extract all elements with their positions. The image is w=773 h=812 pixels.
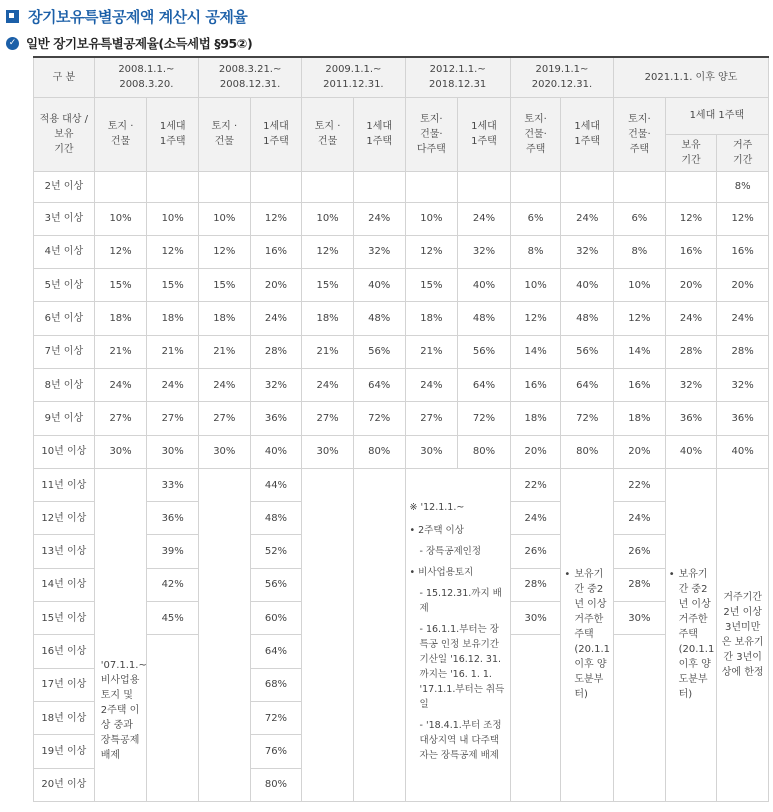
header-period-3: 2009.1.1.~ 2011.12.31. [302,57,405,97]
note-sub: - 장특공제인정 [419,546,482,558]
section-subtitle-text: 일반 장기보유특별공제율(소득세법 §95②) [26,36,253,51]
rate-cell: 24% [199,368,251,401]
rate-cell [665,171,717,202]
rate-cell: 10% [614,269,666,302]
rate-cell: 80% [250,768,302,801]
rate-cell: 24% [561,202,614,235]
rate-cell: 18% [614,402,666,435]
note-text: 보유기간 중2년 이상 거주한주택 (20.1.1 이후 양도분부터) [574,569,611,701]
row-label: 9년 이상 [34,402,95,435]
rate-cell: 64% [353,368,405,401]
rate-cell: 24% [510,502,561,535]
table-row [34,335,769,368]
rate-cell: 22% [510,468,561,501]
rate-cell: 27% [94,402,147,435]
table-row [34,435,769,468]
rate-cell: 24% [665,302,717,335]
rate-cell: 24% [614,502,666,535]
table-row [34,368,769,401]
rate-cell: 12% [250,202,302,235]
rate-cell: 28% [614,568,666,601]
rate-cell: 40% [353,269,405,302]
header-sub: 토지 · 건물 [199,97,251,171]
rate-cell: 18% [199,302,251,335]
check-circle-icon: ✓ [6,37,19,50]
empty-cell [147,635,199,801]
rate-cell: 12% [665,202,717,235]
table-row [34,402,769,435]
rate-cell [458,171,511,202]
rate-cell: 30% [510,602,561,635]
rate-cell: 12% [614,302,666,335]
rate-cell: 40% [717,435,769,468]
row-label: 20년 이상 [34,768,95,801]
rate-cell: 16% [614,368,666,401]
deduction-rate-table [33,56,769,802]
rate-cell: 12% [94,235,147,268]
rate-cell: 14% [614,335,666,368]
rate-cell: 32% [561,235,614,268]
rate-cell: 28% [250,335,302,368]
rate-cell: 33% [147,468,199,501]
rate-cell: 48% [458,302,511,335]
header-period-6: 2021.1.1. 이후 양도 [614,57,769,97]
rate-cell: 42% [147,568,199,601]
rate-cell: 15% [302,269,354,302]
rate-cell: 28% [717,335,769,368]
rate-cell: 27% [147,402,199,435]
rate-cell: 10% [199,202,251,235]
rate-cell: 10% [147,202,199,235]
table-row [34,468,769,501]
row-label: 18년 이상 [34,701,95,734]
rate-cell: 15% [405,269,458,302]
note-residence: • 보유기간 중2년 이상 거주한주택 (20.1.1 이후 양도분부터) [561,468,614,801]
rate-cell: 12% [302,235,354,268]
rate-cell: 40% [250,435,302,468]
rate-cell: 52% [250,535,302,568]
rate-cell [353,171,405,202]
rate-cell: 22% [614,468,666,501]
rate-cell: 48% [353,302,405,335]
rate-cell: 48% [250,502,302,535]
row-label: 14년 이상 [34,568,95,601]
rate-cell: 72% [353,402,405,435]
row-label: 8년 이상 [34,368,95,401]
rate-cell: 36% [250,402,302,435]
row-label: 17년 이상 [34,668,95,701]
rate-cell: 16% [717,235,769,268]
rate-cell [94,171,147,202]
rate-cell: 15% [147,269,199,302]
row-label: 12년 이상 [34,502,95,535]
page-title [6,4,247,28]
row-label: 4년 이상 [34,235,95,268]
empty-cell [199,468,251,801]
rate-cell: 18% [510,402,561,435]
rate-cell: 10% [302,202,354,235]
row-label: 13년 이상 [34,535,95,568]
rate-cell [199,171,251,202]
header-live: 거주 기간 [717,134,769,171]
row-label: 2년 이상 [34,171,95,202]
rate-cell: 15% [94,269,147,302]
header-sub: 토지· 건물· 다주택 [405,97,458,171]
rate-cell: 12% [510,302,561,335]
empty-cell [510,635,561,801]
rate-cell: 15% [199,269,251,302]
rate-cell: 27% [199,402,251,435]
rate-cell: 24% [405,368,458,401]
rate-cell: 30% [199,435,251,468]
note-bullet: • 2주택 이상 [409,525,464,537]
rate-cell: 10% [510,269,561,302]
rate-cell: 8% [510,235,561,268]
rate-cell: 64% [250,635,302,668]
header-period-5: 2019.1.1~ 2020.12.31. [510,57,613,97]
rate-cell: 20% [614,435,666,468]
note-text: 보유기간 중2년 이상 거주한주택 (20.1.1 이후 양도분부터) [678,569,715,701]
rate-cell: 48% [561,302,614,335]
rate-cell [561,171,614,202]
square-bullet-icon [6,10,19,23]
row-label: 3년 이상 [34,202,95,235]
header-sub: 토지· 건물· 주택 [614,97,666,171]
note-text: '07.1.1.~비사업용 토지 및 2주택 이상 중과 장특공제 배제 [100,659,147,761]
header-sub: 토지 · 건물 [94,97,147,171]
rate-cell: 80% [353,435,405,468]
rate-cell: 20% [717,269,769,302]
rate-cell: 24% [353,202,405,235]
rate-cell: 36% [665,402,717,435]
rate-cell [250,171,302,202]
rate-cell: 30% [614,602,666,635]
header-period-2: 2008.3.21.~ 2008.12.31. [199,57,302,97]
rate-cell: 32% [353,235,405,268]
rate-cell: 12% [199,235,251,268]
rate-cell: 24% [250,302,302,335]
row-label: 7년 이상 [34,335,95,368]
rate-cell: 18% [147,302,199,335]
rate-cell: 12% [147,235,199,268]
row-label: 16년 이상 [34,635,95,668]
rate-cell: 16% [665,235,717,268]
rate-cell: 64% [458,368,511,401]
rate-cell: 30% [405,435,458,468]
rate-cell: 72% [250,701,302,734]
rate-cell: 40% [458,269,511,302]
rate-cell: 14% [510,335,561,368]
rate-cell: 20% [510,435,561,468]
header-sub: 1세대 1주택 [458,97,511,171]
rate-cell: 60% [250,602,302,635]
note-2012 [405,468,510,801]
rate-cell: 68% [250,668,302,701]
header-period-4: 2012.1.1.~ 2018.12.31 [405,57,510,97]
rate-cell: 76% [250,735,302,768]
rate-cell: 56% [250,568,302,601]
header-sub: 토지· 건물· 주택 [510,97,561,171]
rate-cell: 27% [302,402,354,435]
rate-cell: 21% [405,335,458,368]
rate-cell: 36% [717,402,769,435]
note-residence-2021: • 보유기간 중2년 이상 거주한주택 (20.1.1 이후 양도분부터) [665,468,717,801]
rate-cell: 24% [717,302,769,335]
rate-cell: 56% [458,335,511,368]
rate-cell: 18% [94,302,147,335]
note-text: 거주기간 2년 이상 3년미만은 보유기간 3년이상에 한정 [721,591,764,678]
note-live-period [717,468,769,801]
rate-cell: 26% [510,535,561,568]
rate-cell: 21% [94,335,147,368]
rate-cell [405,171,458,202]
row-label: 15년 이상 [34,602,95,635]
table-row [34,235,769,268]
rate-cell: 18% [405,302,458,335]
table-row [34,202,769,235]
header-sub: 1세대 1주택 [250,97,302,171]
rate-cell: 72% [458,402,511,435]
table-row [34,171,769,202]
rate-cell [147,171,199,202]
rate-cell: 36% [147,502,199,535]
note-sub: - 16.1.1.부터는 장특공 인정 보유기간 기산일 '16.12. 31.까지는 '16. 1. 1. '17.1.1.부터는 취득일 [419,624,505,711]
rate-cell [510,171,561,202]
row-label: 5년 이상 [34,269,95,302]
rate-cell: 21% [199,335,251,368]
rate-cell: 10% [405,202,458,235]
header-gubun: 구 분 [34,57,95,97]
rate-cell: 20% [250,269,302,302]
header-period-1: 2008.1.1.~ 2008.3.20. [94,57,198,97]
rate-cell: 32% [717,368,769,401]
rate-cell: 44% [250,468,302,501]
table-row [34,269,769,302]
rate-cell [302,171,354,202]
rate-cell: 80% [561,435,614,468]
rate-cell: 24% [147,368,199,401]
rate-cell: 28% [665,335,717,368]
rate-cell: 56% [353,335,405,368]
rate-cell: 8% [614,235,666,268]
rate-cell: 20% [665,269,717,302]
rate-cell: 10% [94,202,147,235]
rate-cell: 18% [302,302,354,335]
rate-cell: 27% [405,402,458,435]
note-sub: - 15.12.31.까지 배제 [419,588,502,615]
rate-cell: 6% [510,202,561,235]
row-label: 11년 이상 [34,468,95,501]
note-2012-head: ※ '12.1.1.~ [409,502,465,514]
note-nonbusiness-land [94,468,147,801]
header-sub: 1세대 1주택 [147,97,199,171]
rate-cell: 12% [405,235,458,268]
rate-cell: 6% [614,202,666,235]
rate-cell: 72% [561,402,614,435]
rate-cell: 16% [250,235,302,268]
rate-cell: 30% [302,435,354,468]
rate-cell [614,171,666,202]
rate-cell: 8% [717,171,769,202]
row-label: 19년 이상 [34,735,95,768]
empty-cell [302,468,354,801]
rate-cell: 28% [510,568,561,601]
rate-cell: 24% [302,368,354,401]
note-bullet: • 비사업용토지 [409,567,474,579]
rate-cell: 21% [302,335,354,368]
rate-cell: 39% [147,535,199,568]
rate-cell: 24% [458,202,511,235]
empty-cell [353,468,405,801]
rate-cell: 21% [147,335,199,368]
row-label: 10년 이상 [34,435,95,468]
table-row [34,302,769,335]
rate-cell: 26% [614,535,666,568]
rate-cell: 30% [147,435,199,468]
rate-cell: 45% [147,602,199,635]
empty-cell [614,635,666,801]
header-target: 적용 대상 / 보유 기간 [34,97,95,171]
rate-cell: 40% [665,435,717,468]
rate-cell: 12% [717,202,769,235]
rate-cell: 80% [458,435,511,468]
page-title-text: 장기보유특별공제액 계산시 공제율 [28,7,248,26]
rate-cell: 32% [250,368,302,401]
note-sub: - '18.4.1.부터 조정대상지역 내 다주택자는 장특공제 배제 [419,720,502,762]
header-sub: 1세대 1주택 [353,97,405,171]
section-subtitle [6,33,252,53]
header-hold: 보유 기간 [665,134,717,171]
rate-cell: 64% [561,368,614,401]
rate-cell: 56% [561,335,614,368]
rate-cell: 40% [561,269,614,302]
rate-cell: 32% [458,235,511,268]
header-onehouse: 1세대 1주택 [665,97,768,134]
rate-cell: 24% [94,368,147,401]
rate-cell: 30% [94,435,147,468]
header-sub: 토지 · 건물 [302,97,354,171]
row-label: 6년 이상 [34,302,95,335]
rate-cell: 16% [510,368,561,401]
header-sub: 1세대 1주택 [561,97,614,171]
rate-cell: 32% [665,368,717,401]
